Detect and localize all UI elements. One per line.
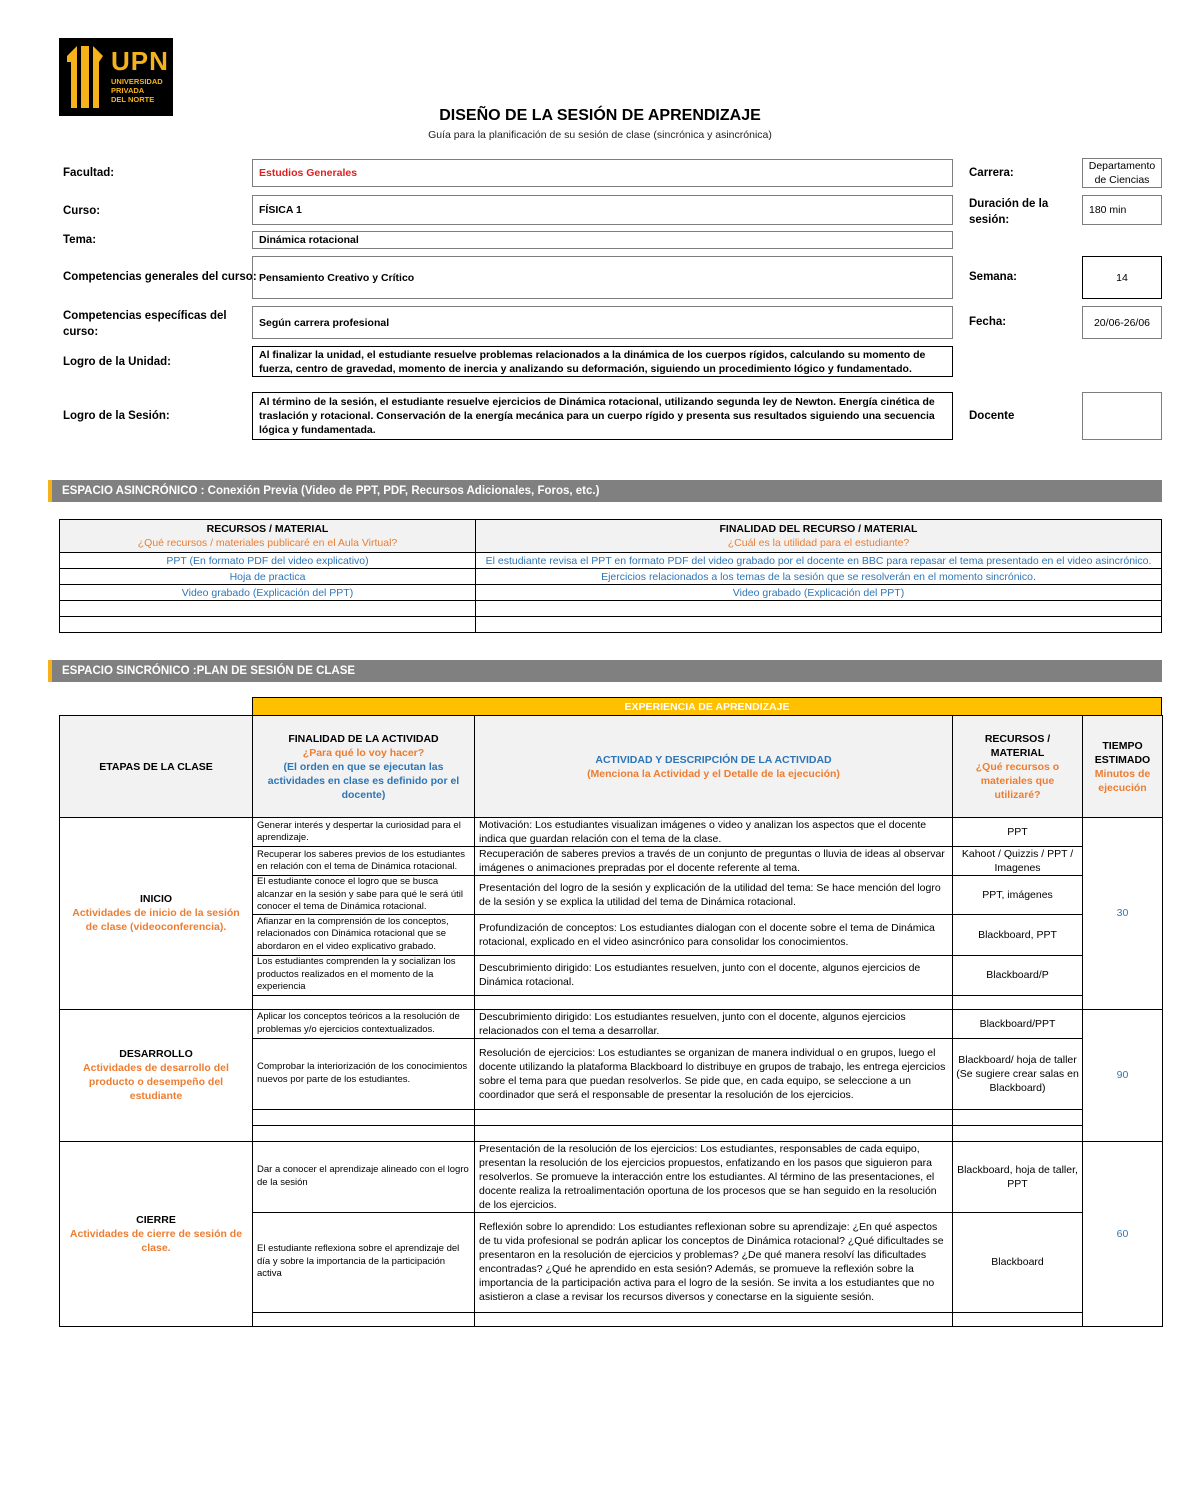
actividad-cell: Descubrimiento dirigido: Los estudiantes resuelven, junto con el docente, algunos ejercicios relacionados con el tema a desarrollar. [475,1009,953,1038]
actividad-cell: Presentación de la resolución de los ejercicios: Los estudiantes, responsables de cada equipo, presentan la resolución de los ejercicios propuestos, enfatizando en los pasos que siguieron para resolverlos. Se promueve la interacción entre los estudiantes. Al término de las presentaciones, el docente realiza la retroalimentación oportuna de los procesos que se han seguido en la resolución de los ejercicios. [475,1141,953,1212]
semana-field[interactable]: 14 [1082,256,1162,299]
finalidad-header: FINALIDAD DE LA ACTIVIDAD ¿Para qué lo voy hacer? (El orden en que se ejecutan las actividades en clase es definido por el docente) [253,716,475,818]
finalidad-cell [253,1125,475,1141]
finalidad-cell: Generar interés y despertar la curiosidad para el aprendizaje. [253,818,475,847]
actividad-cell [475,995,953,1009]
recurso-cell: PPT [953,818,1083,847]
time-inicio: 30 [1083,818,1163,1010]
actividad-cell: Profundización de conceptos: Los estudiantes dialogan con el docente sobre el tema de Dinámica rotacional, explicado en el video asincrónico para consolidar los conocimientos. [475,914,953,955]
page-subtitle: Guía para la planificación de su sesión de clase (sincrónica y asincrónica) [428,129,772,141]
actividad-cell [475,1125,953,1141]
async-purpose [476,601,1162,617]
recurso-cell [953,1312,1083,1326]
facultad-field[interactable]: Estudios Generales [252,159,953,187]
finalidad-cell: Afianzar en la comprensión de los conceptos, relacionados con Dinámica rotacional que se abordaron en el video explicativo grabado. [253,914,475,955]
docente-field[interactable] [1082,392,1162,440]
async-purpose: El estudiante revisa el PPT en formato PDF del video grabado por el docente en BBC para repasar el tema presentado en el video asincrónico. [476,553,1162,569]
finalidad-cell [253,995,475,1009]
actividad-cell: Descubrimiento dirigido: Los estudiantes resuelven, junto con el docente, algunos ejercicios de Dinámica rotacional. [475,955,953,995]
curso-label: Curso: [63,205,101,217]
logro-unidad-field[interactable]: Al finalizar la unidad, el estudiante resuelve problemas relacionados a la dinámica de los cuerpos rígidos, calculando su momento de fuerza, centro de gravedad, momento de inercia y analizando su deformación, siguiendo un procedimiento lógico y fundamentado. [252,346,953,377]
carrera-field[interactable]: Departamento de Ciencias [1082,158,1162,188]
upn-logo [59,38,173,116]
actividad-cell [475,1312,953,1326]
async-section-bar: ESPACIO ASINCRÓNICO : Conexión Previa (Video de PPT, PDF, Recursos Adicionales, Foros, etc.) [48,480,1162,502]
tema-field[interactable]: Dinámica rotacional [252,231,953,249]
docente-label: Docente [969,410,1015,422]
time-desarrollo: 90 [1083,1009,1163,1141]
fecha-field[interactable]: 20/06-26/06 [1082,306,1162,339]
async-col2-header: FINALIDAD DEL RECURSO / MATERIAL ¿Cuál es la utilidad para el estudiante? [476,520,1162,553]
finalidad-cell [253,1109,475,1125]
recurso-cell: Blackboard, PPT [953,914,1083,955]
duracion-label: Duración de la sesión: [969,198,1049,226]
recurso-cell: Blackboard [953,1212,1083,1312]
logo-text: UNIVERSIDAD PRIVADA DEL NORTE [111,77,163,104]
recurso-cell: Blackboard/ hoja de taller (Se sugiere crear salas en Blackboard) [953,1038,1083,1109]
comp-esp-field[interactable]: Según carrera profesional [252,306,953,339]
logro-unidad-label: Logro de la Unidad: [63,356,171,368]
async-resource [60,617,476,633]
recurso-cell [953,1109,1083,1125]
actividad-cell: Presentación del logro de la sesión y explicación de la utilidad del tema: Se hace mención del logro de la sesión y se explica la utilidad del tema de Dinámica rotacional. [475,876,953,915]
actividad-header: ACTIVIDAD Y DESCRIPCIÓN DE LA ACTIVIDAD (Menciona la Actividad y el Detalle de la ejecución) [475,716,953,818]
semana-label: Semana: [969,271,1017,283]
table-row [60,1141,1163,1212]
finalidad-cell: Aplicar los conceptos teóricos a la resolución de problemas y/o ejercicios contextualizados. [253,1009,475,1038]
async-resource: Hoja de practica [60,569,476,585]
table-row [60,585,1162,601]
table-row [60,1009,1163,1038]
finalidad-cell: Los estudiantes comprenden la y socializan los productos realizados en el momento de la experiencia [253,955,475,995]
comp-gen-field[interactable]: Pensamiento Creativo y Crítico [252,256,953,299]
sync-section-bar: ESPACIO SINCRÓNICO :PLAN DE SESIÓN DE CLASE [48,660,1162,682]
async-resource: PPT (En formato PDF del video explicativo) [60,553,476,569]
table-row [60,617,1162,633]
async-col1-header: RECURSOS / MATERIAL ¿Qué recursos / materiales publicaré en el Aula Virtual? [60,520,476,553]
stage-desarrollo: DESARROLLO Actividades de desarrollo del producto o desempeño del estudiante [60,1009,253,1141]
recurso-cell [953,1125,1083,1141]
page-title: DISEÑO DE LA SESIÓN DE APRENDIZAJE [439,107,761,124]
finalidad-cell: Recuperar los saberes previos de los estudiantes en relación con el tema de Dinámica rotacional. [253,847,475,876]
async-purpose: Video grabado (Explicación del PPT) [476,585,1162,601]
actividad-cell: Resolución de ejercicios: Los estudiantes se organizan de manera individual o en grupos, luego el docente utilizando la plataforma Blackboard lo distribuye en grupos de trabajo, les entrega ejercicios sobre el tema para que puedan resolverlos. Se pide que, en cada equipo, se seleccione a un coordinador que será el responsable de presentar la resolución de los ejercicios. [475,1038,953,1109]
actividad-cell [475,1109,953,1125]
comp-esp-label: Competencias específicas del curso: [63,310,227,338]
fecha-label: Fecha: [969,316,1007,328]
table-row [60,553,1162,569]
async-purpose [476,617,1162,633]
recurso-cell: Blackboard/PPT [953,1009,1083,1038]
tiempo-header: TIEMPO ESTIMADO Minutos de ejecución [1083,716,1163,818]
recursos-header: RECURSOS / MATERIAL ¿Qué recursos o materiales que utilizaré? [953,716,1083,818]
finalidad-cell: Dar a conocer el aprendizaje alineado con el logro de la sesión [253,1141,475,1212]
finalidad-cell: El estudiante reflexiona sobre el aprendizaje del día y sobre la importancia de la participación activa [253,1212,475,1312]
upn-torch-icon [67,46,103,108]
table-row [60,818,1163,847]
recurso-cell: Kahoot / Quizzis / PPT / Imagenes [953,847,1083,876]
async-purpose: Ejercicios relacionados a los temas de la sesión que se resolverán en el momento sincrónico. [476,569,1162,585]
sync-plan-table [59,715,1163,1327]
logro-sesion-label: Logro de la Sesión: [63,410,170,422]
stage-inicio: INICIO Actividades de inicio de la sesión de clase (videoconferencia). [60,818,253,1010]
async-resource [60,601,476,617]
etapas-header: ETAPAS DE LA CLASE [60,716,253,818]
facultad-label: Facultad: [63,167,115,179]
async-table [59,519,1162,633]
recurso-cell [953,995,1083,1009]
recurso-cell: PPT, imágenes [953,876,1083,915]
experiencia-header [252,697,1162,716]
logro-sesion-field[interactable]: Al término de la sesión, el estudiante resuelve ejercicios de Dinámica rotacional, utilizando segunda ley de Newton. Energía cinética de traslación y rotacional. Conservación de la energía mecánica para un cuerpo rígido y presenta sus resultados siguiendo una secuencia lógica y fundamentada. [252,392,953,440]
tema-label: Tema: [63,234,97,246]
comp-gen-label: Competencias generales del curso: [63,271,257,283]
actividad-cell: Motivación: Los estudiantes visualizan imágenes o video y analizan los aspectos que el docente indica que guardan relación con el tema de la clase. [475,818,953,847]
table-row [60,601,1162,617]
finalidad-cell: Comprobar la interiorización de los conocimientos nuevos por parte de los estudiantes. [253,1038,475,1109]
async-resource: Video grabado (Explicación del PPT) [60,585,476,601]
finalidad-cell: El estudiante conoce el logro que se busca alcanzar en la sesión y sabe para qué le será útil conocer el tema de Dinámica rotacional. [253,876,475,915]
actividad-cell: Recuperación de saberes previos a través de un conjunto de preguntas o lluvia de ideas al observar imágenes o animaciones prepradas por el docente referente al tema. [475,847,953,876]
carrera-label: Carrera: [969,167,1014,179]
duracion-field[interactable]: 180 min [1082,195,1162,225]
time-cierre: 60 [1083,1141,1163,1326]
finalidad-cell [253,1312,475,1326]
stage-cierre: CIERRE Actividades de cierre de sesión de clase. [60,1141,253,1326]
actividad-cell: Reflexión sobre lo aprendido: Los estudiantes reflexionan sobre su aprendizaje: ¿En qué aspectos de tu vida profesional se podrán aplicar los conceptos de Dinámica rotacional? ¿Qué dificultades se presentaron en la resolución de ejercicios y problemas? ¿De qué manera resolví las dificultades encontradas? ¿Qué he aprendido en esta sesión? Además, se promueve la reflexión sobre la importancia de la participación activa para el logro de la sesión. Se invita a los estudiantes que no asistieron a clase a revisar los recursos diversos y conectarse en la siguiente sesión. [475,1212,953,1312]
experiencia-label: EXPERIENCIA DE APRENDIZAJE [253,698,1162,716]
logo-brand: UPN [111,46,169,76]
recurso-cell: Blackboard, hoja de taller, PPT [953,1141,1083,1212]
table-row [60,569,1162,585]
curso-field[interactable]: FÍSICA 1 [252,195,953,225]
recurso-cell: Blackboard/P [953,955,1083,995]
